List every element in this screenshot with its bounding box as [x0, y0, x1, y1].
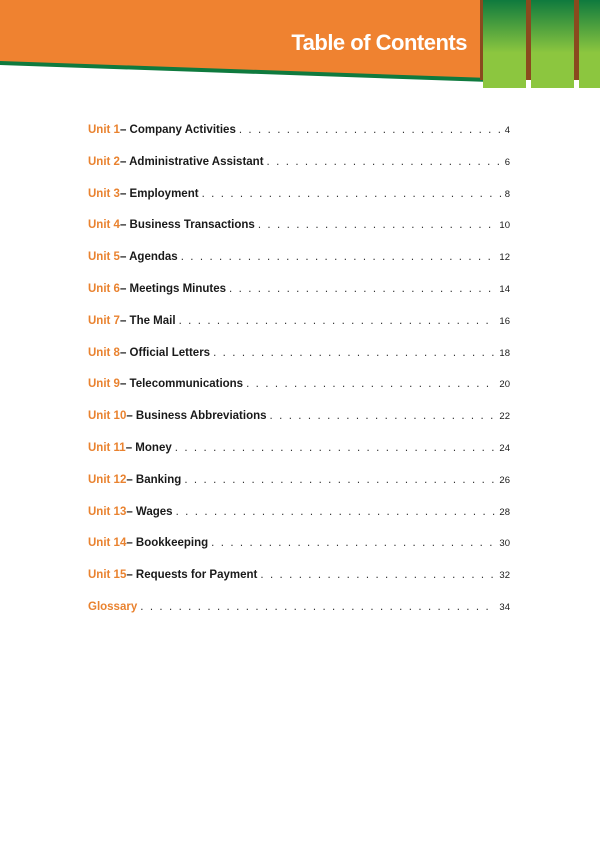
- page-number: 10: [499, 220, 510, 232]
- unit-label: Unit 10: [88, 410, 127, 423]
- page-number: 24: [499, 442, 510, 454]
- entry-title: – Requests for Payment: [126, 569, 258, 582]
- toc-entry[interactable]: [88, 156, 510, 188]
- unit-label: Unit 3: [88, 187, 120, 200]
- toc-entry[interactable]: [88, 283, 510, 315]
- page-number: 14: [499, 283, 510, 295]
- entry-title: – Administrative Assistant: [119, 155, 264, 168]
- toc-entry[interactable]: [88, 442, 510, 474]
- dot-leader: [184, 474, 496, 486]
- unit-label: Unit 15: [88, 569, 127, 582]
- entry-title: – Telecommunications: [119, 378, 244, 391]
- toc-entry[interactable]: [88, 474, 510, 506]
- stripe-3: [579, 0, 600, 88]
- page-number: 16: [499, 315, 510, 327]
- entry-title: – The Mail: [119, 314, 176, 327]
- toc-entry[interactable]: [88, 315, 510, 347]
- toc-entry[interactable]: [88, 410, 510, 442]
- entry-title: – Wages: [126, 505, 173, 518]
- page-number: 12: [499, 252, 510, 264]
- unit-label: Unit 12: [88, 473, 127, 486]
- page-number: 28: [499, 506, 510, 518]
- dot-leader: [175, 442, 497, 454]
- dot-leader: [260, 569, 496, 581]
- entry-title: – Business Transactions: [119, 219, 255, 232]
- unit-label: Unit 7: [88, 314, 120, 327]
- dot-leader: [211, 537, 496, 549]
- table-of-contents: [88, 124, 510, 633]
- unit-label: Unit 14: [88, 537, 127, 550]
- unit-label: Unit 2: [88, 155, 120, 168]
- page-number: 18: [499, 347, 510, 359]
- toc-entry[interactable]: [88, 601, 510, 633]
- unit-label: Unit 6: [88, 282, 120, 295]
- stripe-2: [531, 0, 574, 88]
- entry-title: – Employment: [119, 187, 199, 200]
- toc-entry[interactable]: [88, 569, 510, 601]
- entry-title: – Money: [125, 441, 172, 454]
- entry-title: – Agendas: [119, 251, 178, 264]
- unit-label: Unit 9: [88, 378, 120, 391]
- entry-title: – Bookkeeping: [126, 537, 209, 550]
- unit-label: Glossary: [88, 600, 138, 613]
- stripe-1: [483, 0, 526, 88]
- unit-label: Unit 8: [88, 346, 120, 359]
- entry-title: – Meetings Minutes: [119, 282, 227, 295]
- dot-leader: [213, 347, 496, 359]
- page-number: 26: [499, 474, 510, 486]
- dot-leader: [229, 283, 496, 295]
- toc-entry[interactable]: [88, 537, 510, 569]
- dot-leader: [258, 219, 497, 231]
- entry-title: – Business Abbreviations: [126, 410, 267, 423]
- entry-title: – Banking: [126, 473, 182, 486]
- unit-label: Unit 1: [88, 124, 120, 136]
- page-number: 34: [499, 601, 510, 613]
- page-number: 4: [504, 125, 510, 136]
- page-number: 8: [504, 188, 510, 200]
- dot-leader: [202, 188, 502, 200]
- toc-entry[interactable]: [88, 506, 510, 538]
- dot-leader: [267, 156, 502, 168]
- toc-entry[interactable]: [88, 219, 510, 251]
- dot-leader: [246, 378, 496, 390]
- dot-leader: [181, 251, 497, 263]
- dot-leader: [140, 601, 496, 613]
- dot-leader: [239, 124, 502, 136]
- unit-label: Unit 4: [88, 219, 120, 232]
- toc-entry[interactable]: [88, 347, 510, 379]
- dot-leader: [270, 410, 497, 422]
- unit-label: Unit 5: [88, 251, 120, 264]
- page-number: 22: [499, 411, 510, 423]
- unit-label: Unit 13: [88, 505, 127, 518]
- header-banner: [0, 0, 600, 95]
- toc-entry[interactable]: [88, 378, 510, 410]
- page-number: 6: [504, 156, 510, 168]
- page-title: Table of Contents: [291, 30, 467, 55]
- toc-entry[interactable]: [88, 188, 510, 220]
- dot-leader: [176, 506, 497, 518]
- page-number: 32: [499, 570, 510, 582]
- unit-label: Unit 11: [88, 441, 126, 454]
- toc-entry[interactable]: [88, 124, 510, 156]
- entry-title: – Company Activities: [119, 124, 236, 136]
- entry-title: – Official Letters: [119, 346, 211, 359]
- page-number: 20: [499, 379, 510, 391]
- dot-leader: [179, 315, 497, 327]
- page-number: 30: [499, 538, 510, 550]
- toc-entry[interactable]: [88, 251, 510, 283]
